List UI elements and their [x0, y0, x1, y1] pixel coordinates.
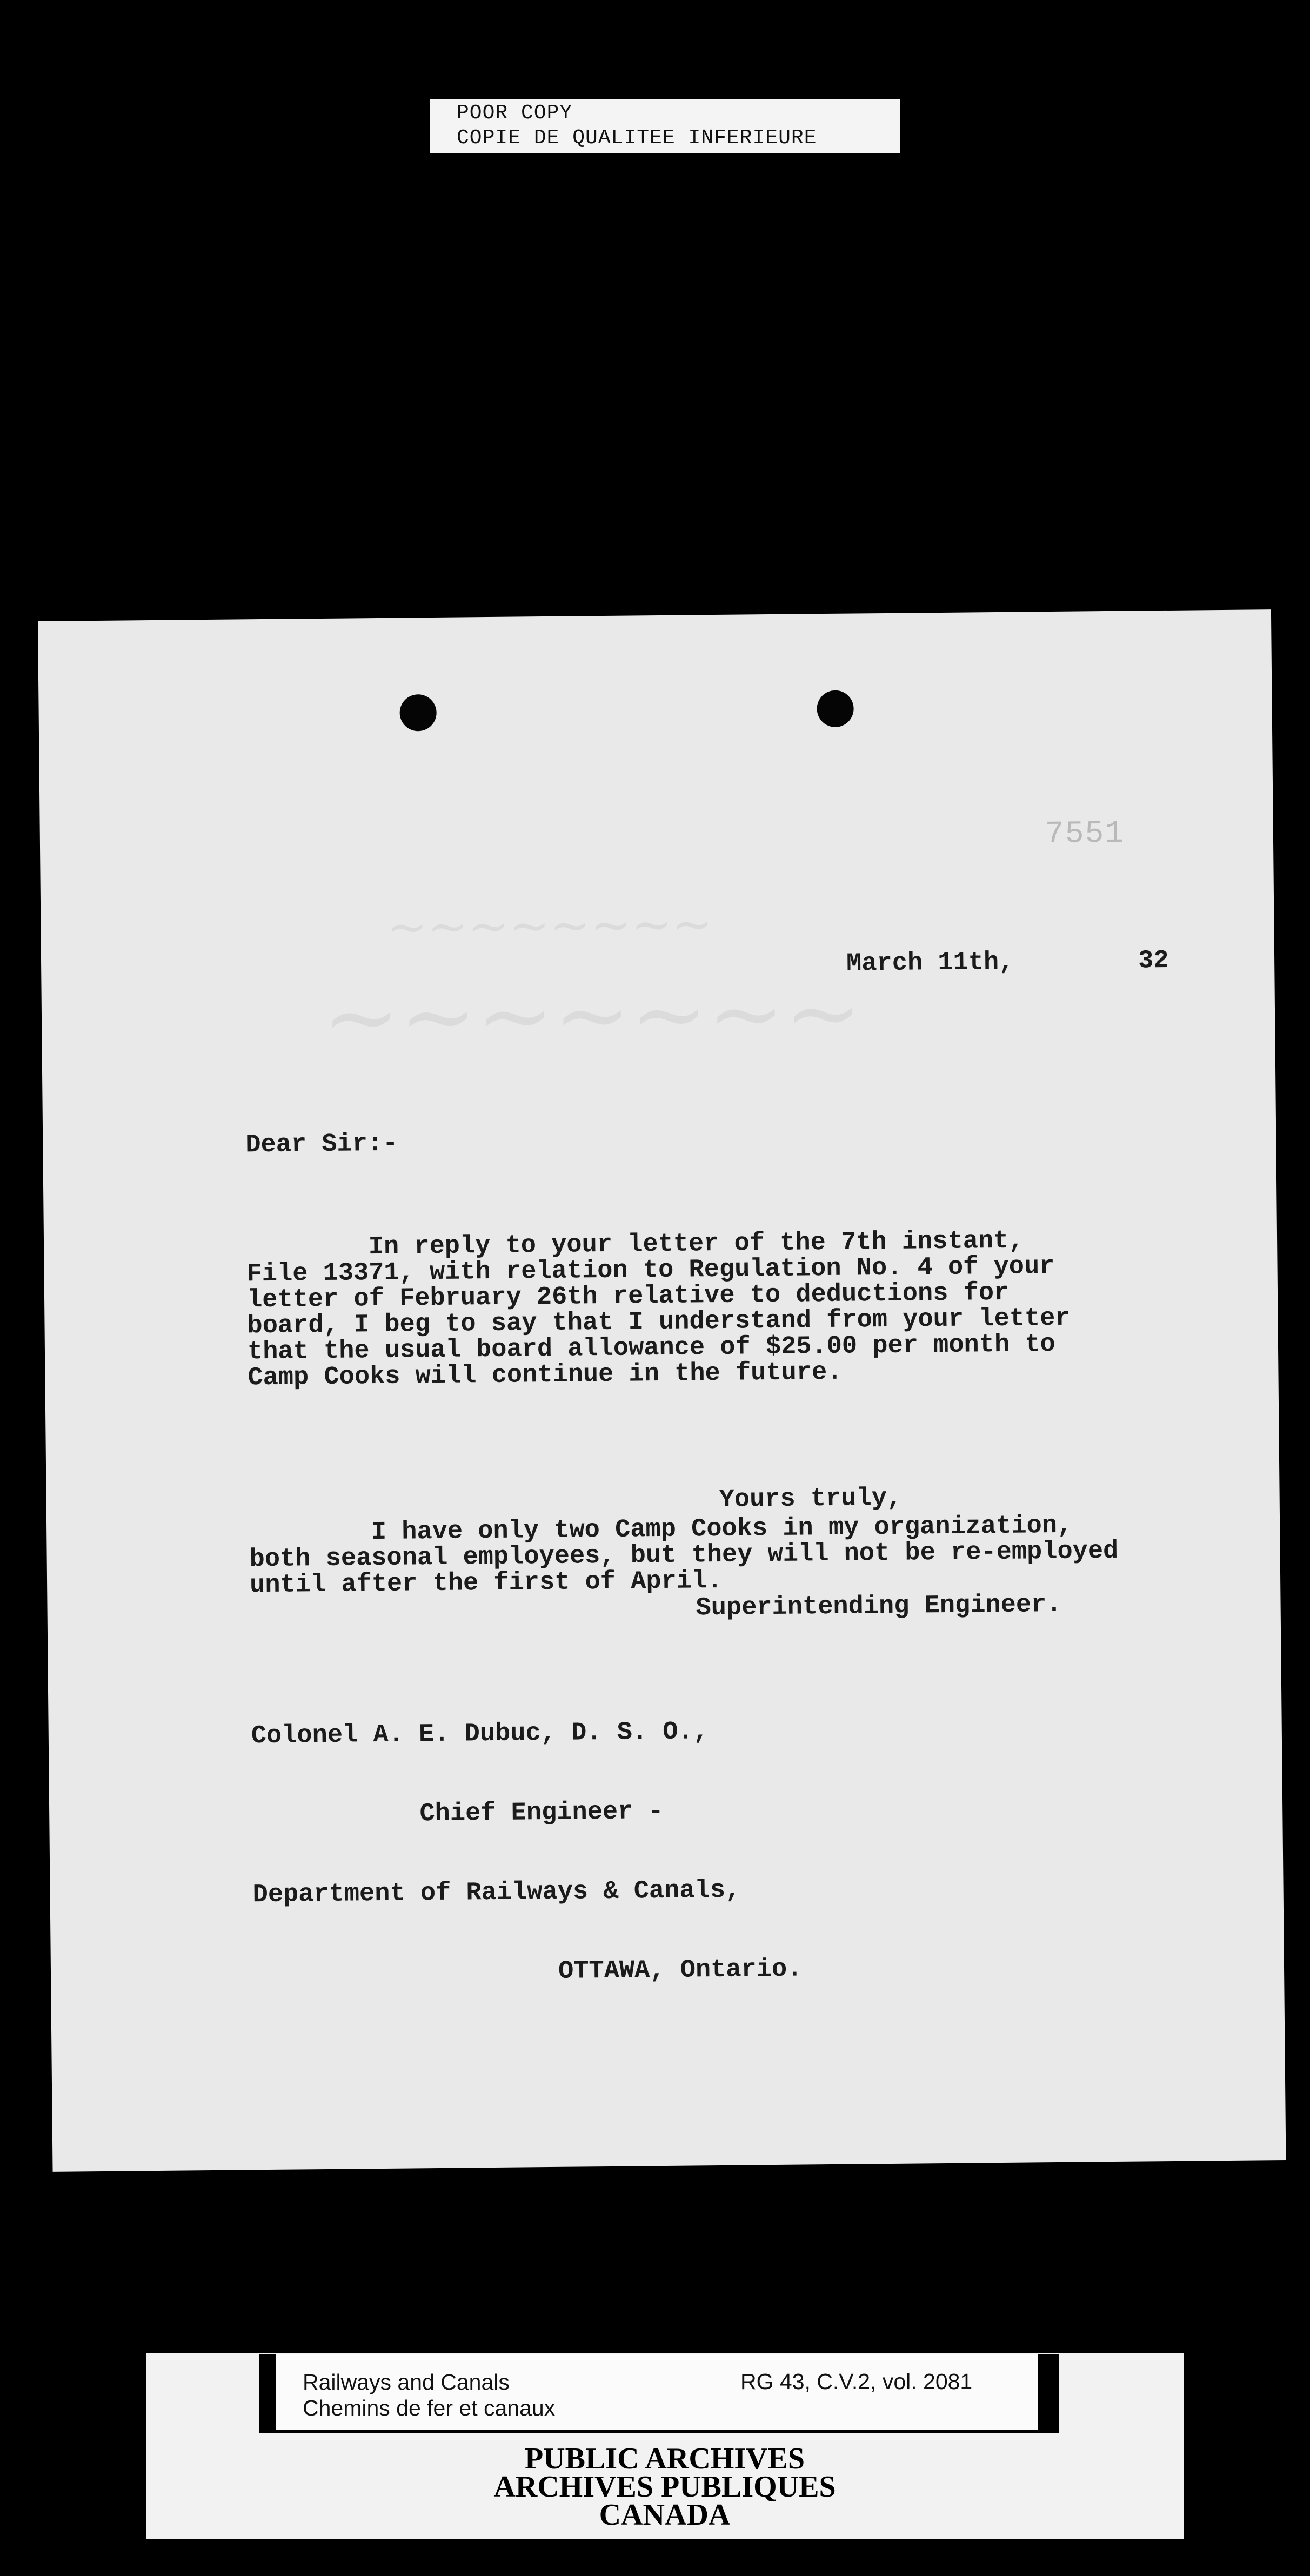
archives-line-country: CANADA: [599, 2498, 731, 2532]
letter-date: March 11th,: [846, 948, 1014, 978]
body-paragraph-1: In reply to your letter of the 7th instant, File 13371, with relation to Regulation No. 4 of your letter of February 26th relative to deductions for board, I beg to say that I understand from your letter that the usual board allowance of $25.00 per month to Camp Cooks will continue in the future.: [246, 1226, 1071, 1393]
archives-credit: [146, 2442, 1184, 2532]
punch-hole-right: [817, 690, 854, 728]
watermark-shape-upper: ~~~~~~~~: [386, 896, 713, 956]
poor-copy-line-en: POOR COPY: [457, 102, 573, 125]
address-line: OTTAWA, Ontario.: [253, 1955, 803, 1989]
archive-reference-card: [276, 2354, 1038, 2430]
address-line: Colonel A. E. Dubuc, D. S. O.,: [251, 1718, 709, 1751]
address-line: Department of Railways & Canals,: [252, 1876, 741, 1910]
letter-year: 32: [1138, 946, 1169, 976]
address-line: Chief Engineer -: [251, 1797, 664, 1830]
body-paragraph-2: I have only two Camp Cooks in my organization, both seasonal employees, but they will not be re-employed until after the first of April.: [249, 1511, 1119, 1600]
recipient-address: [251, 1665, 803, 2041]
poor-copy-notice: [430, 99, 900, 153]
watermark-shape-lower: ~~~~~~~: [322, 959, 863, 1071]
signature-title: Superintending Engineer.: [696, 1590, 1062, 1623]
archives-line-fr: ARCHIVES PUBLIQUES: [493, 2470, 836, 2504]
fonds-name-fr: Chemins de fer et canaux: [303, 2396, 556, 2420]
archives-line-en: PUBLIC ARCHIVES: [524, 2442, 805, 2476]
poor-copy-line-fr: COPIE DE QUALITEE INFERIEURE: [457, 126, 817, 150]
letter-body: [246, 1176, 1119, 1651]
file-number-stamp: 7551: [1045, 816, 1125, 853]
salutation: Dear Sir:-: [245, 1129, 398, 1160]
fonds-name-en: Railways and Canals: [303, 2370, 510, 2394]
closing: Yours truly,: [719, 1484, 903, 1514]
reference-number: RG 43, C.V.2, vol. 2081: [740, 2369, 973, 2394]
punch-hole-left: [399, 694, 437, 732]
letter-sheet: [38, 609, 1286, 2172]
